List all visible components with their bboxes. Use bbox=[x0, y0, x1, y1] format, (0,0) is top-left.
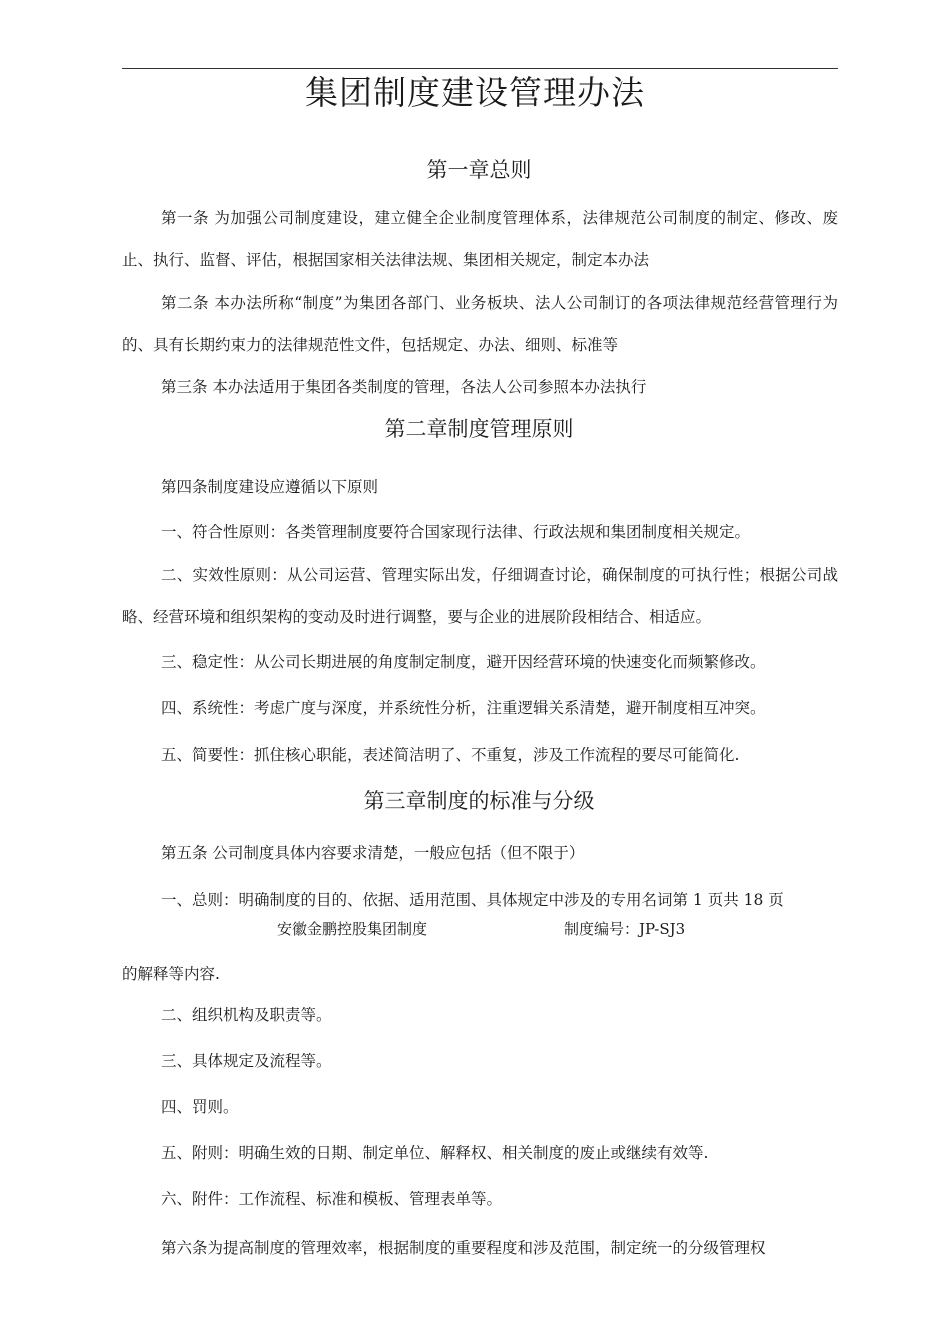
principle-2: 二、实效性原则：从公司运营、管理实际出发，仔细调查讨论，确保制度的可执行性；根据公司战略、经营环境和组织架构的变动及时进行调整，要与企业的进展阶段相结合、相适应。 bbox=[122, 566, 838, 626]
content-item-2: 二、组织机构及职责等。 bbox=[161, 1006, 332, 1024]
article-2: 第二条 本办法所称“制度”为集团各部门、业务板块、法人公司制订的各项法律规范经营管理行为的、具有长期约束力的法律规范性文件，包括规定、办法、细则、标准等 bbox=[122, 294, 838, 354]
content-item-6: 六、附件：工作流程、标准和模板、管理表单等。 bbox=[161, 1190, 503, 1208]
article-4: 第四条制度建设应遵循以下原则 bbox=[161, 478, 379, 496]
chapter-heading-3: 第三章制度的标准与分级 bbox=[363, 789, 595, 813]
content-item-3: 三、具体规定及流程等。 bbox=[161, 1052, 332, 1070]
content-item-1: 一、总则：明确制度的目的、依据、适用范围、具体规定中涉及的专用名词第 1 页共 18 页 bbox=[161, 891, 784, 909]
chapter-heading-2: 第二章制度管理原则 bbox=[384, 417, 574, 441]
principle-5: 五、简要性：抓住核心职能，表述简洁明了、不重复，涉及工作流程的要尽可能简化. bbox=[161, 746, 740, 764]
running-header-company: 安徽金鹏控股集团制度 bbox=[277, 920, 428, 938]
content-item-4: 四、罚则。 bbox=[161, 1098, 239, 1116]
document-title: 集团制度建设管理办法 bbox=[305, 73, 645, 112]
article-3: 第三条 本办法适用于集团各类制度的管理，各法人公司参照本办法执行 bbox=[161, 378, 647, 396]
article-5: 第五条 公司制度具体内容要求清楚，一般应包括（但不限于） bbox=[161, 844, 585, 862]
content-item-5: 五、附则：明确生效的日期、制定单位、解释权、相关制度的废止或继续有效等. bbox=[161, 1144, 709, 1162]
chapter-heading-1: 第一章总则 bbox=[426, 158, 532, 182]
top-rule bbox=[122, 68, 838, 69]
principle-4: 四、系统性：考虑广度与深度，并系统性分析，注重逻辑关系清楚，避开制度相互冲突。 bbox=[161, 699, 766, 717]
principle-3: 三、稳定性：从公司长期进展的角度制定制度，避开因经营环境的快速变化而频繁修改。 bbox=[161, 653, 766, 671]
principle-1: 一、符合性原则：各类管理制度要符合国家现行法律、行政法规和集团制度相关规定。 bbox=[161, 523, 751, 541]
content-item-1-continued: 的解释等内容. bbox=[122, 965, 220, 983]
article-6: 第六条为提高制度的管理效率，根据制度的重要程度和涉及范围，制定统一的分级管理权 bbox=[161, 1239, 766, 1257]
running-header-code: 制度编号：JP-SJ3 bbox=[564, 920, 686, 938]
article-1: 第一条 为加强公司制度建设，建立健全企业制度管理体系，法律规范公司制度的制定、修改、废止、执行、监督、评估，根据国家相关法律法规、集团相关规定，制定本办法 bbox=[122, 209, 838, 269]
